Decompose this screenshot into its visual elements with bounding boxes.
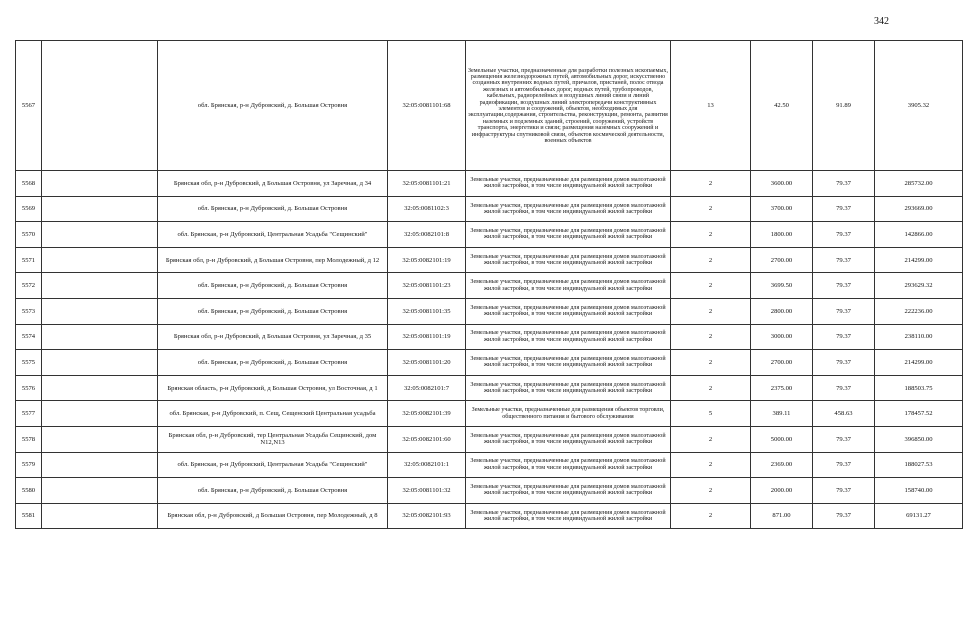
land-use-purpose-cell: Земельные участки, предназначенные для размещения домов малоэтажной жилой застройки, в том числе индивидуальной жилой застройки: [466, 478, 671, 504]
record-number-cell: 5569: [16, 196, 42, 222]
address-cell: обл. Брянская, р-н Дубровский, д. Большая Островня: [158, 350, 388, 376]
record-number-cell: 5575: [16, 350, 42, 376]
cadastral-value-cell: 285732.00: [875, 171, 963, 197]
cadastral-number-cell: 32:05:0081102:3: [388, 196, 466, 222]
area-cell: 2700.00: [751, 247, 813, 273]
address-cell: обл. Брянская, р-н Дубровский, д. Большая Островня: [158, 298, 388, 324]
table-row: [16, 324, 963, 350]
specific-value-cell: 79.37: [813, 478, 875, 504]
specific-value-cell: 79.37: [813, 324, 875, 350]
cadastral-value-cell: 396850.00: [875, 426, 963, 452]
address-cell: обл. Брянская, р-н Дубровский, п. Сещ, Сещенский Центральная усадьба: [158, 401, 388, 427]
use-group-cell: 2: [671, 273, 751, 299]
empty-cell: [42, 452, 158, 478]
specific-value-cell: 79.37: [813, 298, 875, 324]
address-cell: Брянская обл, р-н Дубровский, тер Центральная Усадьба Сещинский, дом N12,N13: [158, 426, 388, 452]
specific-value-cell: 79.37: [813, 452, 875, 478]
cadastral-value-cell: 3905.32: [875, 41, 963, 171]
table-row: [16, 350, 963, 376]
cadastral-number-cell: 32:05:0081101:35: [388, 298, 466, 324]
specific-value-cell: 79.37: [813, 171, 875, 197]
record-number-cell: 5578: [16, 426, 42, 452]
cadastral-number-cell: 32:05:0081101:19: [388, 324, 466, 350]
record-number-cell: 5579: [16, 452, 42, 478]
table-row: [16, 222, 963, 248]
empty-cell: [42, 401, 158, 427]
empty-cell: [42, 478, 158, 504]
land-use-purpose-cell: Земельные участки, предназначенные для разработки полезных ископаемых, размещения железнодорожных путей, автомобильных дорог, искусственно созданных внутренних водных путей, причалов, пристаней, полос отвода железных и автомобильных дорог, водных путей, трубопроводов, кабельных, радиорелейных и воздушных линий связи и линий радиофикации, воздушных линий электропередачи конструктивных элементов и сооружений, объектов, необходимых для эксплуатации,содержания, строительства, реконструкции, ремонта, развития наземных и подземных зданий, строений, сооружений, устройств транспорта, энергетики и связи; размещения наземных сооружений и инфраструктуры спутниковой связи, объектов космической деятельности, военных объектов: [466, 41, 671, 171]
table-row: [16, 426, 963, 452]
address-cell: Брянская обл, р-н Дубровский, д Большая Островня, пер Молодежный, д 12: [158, 247, 388, 273]
land-use-purpose-cell: Земельные участки, предназначенные для размещения домов малоэтажной жилой застройки, в том числе индивидуальной жилой застройки: [466, 324, 671, 350]
specific-value-cell: 79.37: [813, 350, 875, 376]
area-cell: 3600.00: [751, 171, 813, 197]
specific-value-cell: 79.37: [813, 196, 875, 222]
cadastral-number-cell: 32:05:0081101:68: [388, 41, 466, 171]
empty-cell: [42, 350, 158, 376]
record-number-cell: 5581: [16, 503, 42, 529]
use-group-cell: 2: [671, 196, 751, 222]
cadastral-number-cell: 32:05:0082101:39: [388, 401, 466, 427]
cadastral-number-cell: 32:05:0081101:23: [388, 273, 466, 299]
specific-value-cell: 79.37: [813, 426, 875, 452]
address-cell: обл. Брянская, р-н Дубровский, д. Большая Островня: [158, 196, 388, 222]
record-number-cell: 5574: [16, 324, 42, 350]
empty-cell: [42, 41, 158, 171]
specific-value-cell: 79.37: [813, 503, 875, 529]
specific-value-cell: 79.37: [813, 247, 875, 273]
area-cell: 5000.00: [751, 426, 813, 452]
land-use-purpose-cell: Земельные участки, предназначенные для размещения домов малоэтажной жилой застройки, в том числе индивидуальной жилой застройки: [466, 452, 671, 478]
cadastral-value-cell: 158740.00: [875, 478, 963, 504]
cadastral-value-cell: 293669.00: [875, 196, 963, 222]
area-cell: 1800.00: [751, 222, 813, 248]
land-use-purpose-cell: Земельные участки, предназначенные для размещения домов малоэтажной жилой застройки, в том числе индивидуальной жилой застройки: [466, 273, 671, 299]
address-cell: обл. Брянская, р-н Дубровский, Центральная Усадьба "Сещинский": [158, 452, 388, 478]
address-cell: Брянская область, р-н Дубровский, д Большая Островня, ул Восточная, д 1: [158, 375, 388, 401]
table-row: [16, 375, 963, 401]
record-number-cell: 5568: [16, 171, 42, 197]
record-number-cell: 5570: [16, 222, 42, 248]
address-cell: обл. Брянская, р-н Дубровский, д. Большая Островня: [158, 273, 388, 299]
address-cell: Брянская обл, р-н Дубровский, д Большая Островня, ул Заречная, д 35: [158, 324, 388, 350]
cadastral-value-cell: 238110.00: [875, 324, 963, 350]
cadastral-value-cell: 293629.32: [875, 273, 963, 299]
table-row: [16, 401, 963, 427]
use-group-cell: 2: [671, 247, 751, 273]
address-cell: обл. Брянская, р-н Дубровский, д. Большая Островня: [158, 478, 388, 504]
table-row: [16, 196, 963, 222]
record-number-cell: 5577: [16, 401, 42, 427]
empty-cell: [42, 247, 158, 273]
record-number-cell: 5580: [16, 478, 42, 504]
use-group-cell: 2: [671, 222, 751, 248]
address-cell: Брянская обл, р-н Дубровский, д Большая Островня, ул Заречная, д 34: [158, 171, 388, 197]
empty-cell: [42, 273, 158, 299]
area-cell: 3699.50: [751, 273, 813, 299]
empty-cell: [42, 503, 158, 529]
table-row: [16, 247, 963, 273]
use-group-cell: 2: [671, 375, 751, 401]
cadastral-value-cell: 178457.52: [875, 401, 963, 427]
use-group-cell: 2: [671, 426, 751, 452]
area-cell: 2375.00: [751, 375, 813, 401]
cadastral-value-cell: 214299.00: [875, 247, 963, 273]
land-use-purpose-cell: Земельные участки, предназначенные для размещения объектов торговли, общественного питания и бытового обслуживания: [466, 401, 671, 427]
cadastral-number-cell: 32:05:0082101:1: [388, 452, 466, 478]
cadastral-number-cell: 32:05:0081101:32: [388, 478, 466, 504]
empty-cell: [42, 298, 158, 324]
table-row: [16, 503, 963, 529]
land-use-purpose-cell: Земельные участки, предназначенные для размещения домов малоэтажной жилой застройки, в том числе индивидуальной жилой застройки: [466, 375, 671, 401]
specific-value-cell: 91.89: [813, 41, 875, 171]
record-number-cell: 5576: [16, 375, 42, 401]
land-use-purpose-cell: Земельные участки, предназначенные для размещения домов малоэтажной жилой застройки, в том числе индивидуальной жилой застройки: [466, 298, 671, 324]
cadastral-number-cell: 32:05:0082101:60: [388, 426, 466, 452]
address-cell: обл. Брянская, р-н Дубровский, Центральная Усадьба "Сещинский": [158, 222, 388, 248]
area-cell: 3700.00: [751, 196, 813, 222]
land-use-purpose-cell: Земельные участки, предназначенные для размещения домов малоэтажной жилой застройки, в том числе индивидуальной жилой застройки: [466, 247, 671, 273]
cadastral-number-cell: 32:05:0082101:8: [388, 222, 466, 248]
cadastral-value-table: [15, 40, 963, 529]
cadastral-number-cell: 32:05:0082101:19: [388, 247, 466, 273]
record-number-cell: 5572: [16, 273, 42, 299]
empty-cell: [42, 196, 158, 222]
use-group-cell: 5: [671, 401, 751, 427]
address-cell: обл. Брянская, р-н Дубровский, д. Большая Островня: [158, 41, 388, 171]
cadastral-value-cell: 188503.75: [875, 375, 963, 401]
table-row: [16, 478, 963, 504]
area-cell: 3000.00: [751, 324, 813, 350]
table-row: [16, 171, 963, 197]
table-row: [16, 41, 963, 171]
area-cell: 871.00: [751, 503, 813, 529]
use-group-cell: 2: [671, 171, 751, 197]
area-cell: 389.11: [751, 401, 813, 427]
land-use-purpose-cell: Земельные участки, предназначенные для размещения домов малоэтажной жилой застройки, в том числе индивидуальной жилой застройки: [466, 503, 671, 529]
cadastral-number-cell: 32:05:0081101:21: [388, 171, 466, 197]
specific-value-cell: 79.37: [813, 375, 875, 401]
use-group-cell: 2: [671, 298, 751, 324]
cadastral-value-cell: 188027.53: [875, 452, 963, 478]
empty-cell: [42, 375, 158, 401]
empty-cell: [42, 324, 158, 350]
specific-value-cell: 79.37: [813, 222, 875, 248]
record-number-cell: 5567: [16, 41, 42, 171]
land-use-purpose-cell: Земельные участки, предназначенные для размещения домов малоэтажной жилой застройки, в том числе индивидуальной жилой застройки: [466, 350, 671, 376]
area-cell: 2800.00: [751, 298, 813, 324]
use-group-cell: 2: [671, 324, 751, 350]
land-use-purpose-cell: Земельные участки, предназначенные для размещения домов малоэтажной жилой застройки, в том числе индивидуальной жилой застройки: [466, 426, 671, 452]
cadastral-value-cell: 222236.00: [875, 298, 963, 324]
use-group-cell: 2: [671, 452, 751, 478]
empty-cell: [42, 426, 158, 452]
land-use-purpose-cell: Земельные участки, предназначенные для размещения домов малоэтажной жилой застройки, в том числе индивидуальной жилой застройки: [466, 222, 671, 248]
empty-cell: [42, 222, 158, 248]
use-group-cell: 2: [671, 503, 751, 529]
page-number: 342: [874, 16, 889, 27]
table-row: [16, 273, 963, 299]
use-group-cell: 2: [671, 350, 751, 376]
area-cell: 2700.00: [751, 350, 813, 376]
use-group-cell: 2: [671, 478, 751, 504]
use-group-cell: 13: [671, 41, 751, 171]
cadastral-number-cell: 32:05:0082101:93: [388, 503, 466, 529]
address-cell: Брянская обл, р-н Дубровский, д Большая Островня, пер Молодежный, д 8: [158, 503, 388, 529]
land-use-purpose-cell: Земельные участки, предназначенные для размещения домов малоэтажной жилой застройки, в том числе индивидуальной жилой застройки: [466, 171, 671, 197]
record-number-cell: 5573: [16, 298, 42, 324]
area-cell: 2000.00: [751, 478, 813, 504]
table-row: [16, 452, 963, 478]
land-use-purpose-cell: Земельные участки, предназначенные для размещения домов малоэтажной жилой застройки, в том числе индивидуальной жилой застройки: [466, 196, 671, 222]
table-body: [16, 41, 963, 529]
specific-value-cell: 458.63: [813, 401, 875, 427]
cadastral-number-cell: 32:05:0082101:7: [388, 375, 466, 401]
area-cell: 2369.00: [751, 452, 813, 478]
cadastral-number-cell: 32:05:0081101:20: [388, 350, 466, 376]
specific-value-cell: 79.37: [813, 273, 875, 299]
record-number-cell: 5571: [16, 247, 42, 273]
cadastral-value-cell: 142866.00: [875, 222, 963, 248]
cadastral-value-cell: 69131.27: [875, 503, 963, 529]
table-row: [16, 298, 963, 324]
empty-cell: [42, 171, 158, 197]
area-cell: 42.50: [751, 41, 813, 171]
cadastral-value-cell: 214299.00: [875, 350, 963, 376]
